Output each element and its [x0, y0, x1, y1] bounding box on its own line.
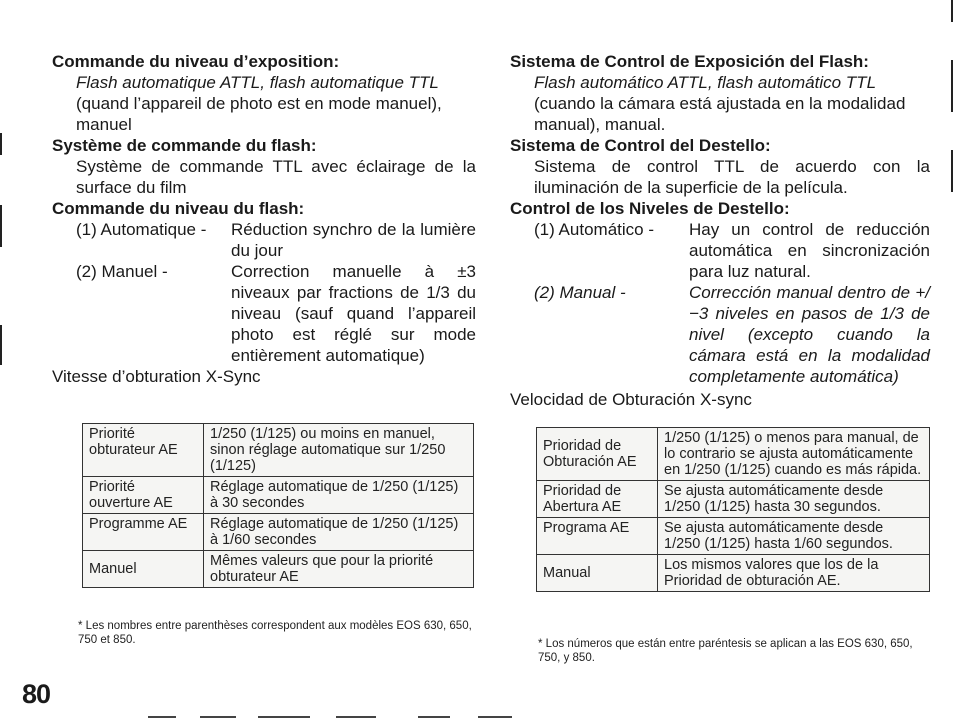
bottom-mark	[148, 716, 176, 718]
french-column	[52, 51, 476, 387]
fr-flash-system-text: Système de commande TTL avec éclairage de la surface du film	[76, 157, 476, 197]
left-edge-mark	[0, 325, 2, 365]
table-row	[83, 424, 474, 477]
es-heading-exposure: Sistema de Control de Exposición del Flash:	[510, 52, 869, 71]
fr-auto-row	[76, 219, 476, 261]
table-cell: 1/250 (1/125) o menos para manual, de lo contrario se ajusta automáticamente en 1/250 (1/125) cuando es más rápida.	[658, 428, 930, 481]
table-row	[537, 481, 930, 518]
es-flash-modes-line: Flash automático ATTL, flash automático TTL	[534, 73, 877, 92]
es-heading-flash-level: Control de los Niveles de Destello:	[510, 199, 790, 218]
es-auto-row	[534, 219, 930, 282]
fr-flash-modes-line: Flash automatique ATTL, flash automatique TTL	[76, 73, 439, 92]
left-edge-mark	[0, 205, 2, 247]
table-cell: 1/250 (1/125) ou moins en manuel, sinon réglage automatique sur 1/250 (1/125)	[204, 424, 474, 477]
table-row	[83, 477, 474, 514]
table-cell: Prioridad de Obturación AE	[537, 428, 658, 481]
left-edge-mark	[0, 133, 2, 155]
table-cell: Los mismos valores que los de la Prioridad de obturación AE.	[658, 555, 930, 592]
fr-manual-label: (2) Manuel -	[76, 262, 168, 281]
table-cell: Se ajusta automáticamente desde 1/250 (1/125) hasta 30 segundos.	[658, 481, 930, 518]
table-row	[83, 551, 474, 588]
table-cell: Manual	[537, 555, 658, 592]
es-manual-label: (2) Manual -	[534, 283, 626, 302]
es-xsync-table	[536, 427, 930, 592]
table-cell: Priorité ouverture AE	[83, 477, 204, 514]
table-row	[537, 555, 930, 592]
bottom-mark	[418, 716, 450, 718]
es-auto-desc: Hay un control de reducción automática en sincronización para luz natural.	[689, 220, 930, 281]
es-flash-modes-detail: (cuando la cámara está ajustada en la modalidad manual), manual.	[534, 94, 906, 134]
fr-footnote: * Les nombres entre parenthèses correspondent aux modèles EOS 630, 650, 750 et 850.	[78, 620, 472, 646]
right-edge-mark	[951, 0, 953, 22]
fr-heading-exposure: Commande du niveau d’exposition:	[52, 52, 340, 71]
fr-manual-desc: Correction manuelle à ±3 niveaux par fractions de 1/3 du niveau (sauf quand l’appareil photo est réglé sur mode entièrement automatique)	[231, 262, 476, 365]
table-cell: Priorité obturateur AE	[83, 424, 204, 477]
table-cell: Prioridad de Abertura AE	[537, 481, 658, 518]
es-heading-xsync: Velocidad de Obturación X-sync	[510, 390, 752, 409]
fr-heading-flash-level: Commande du niveau du flash:	[52, 199, 305, 218]
bottom-mark	[200, 716, 236, 718]
table-cell: Manuel	[83, 551, 204, 588]
fr-manual-row	[76, 261, 476, 366]
table-row	[537, 518, 930, 555]
right-edge-mark	[951, 150, 953, 192]
fr-auto-label: (1) Automatique -	[76, 220, 207, 239]
es-manual-row	[534, 282, 930, 387]
es-heading-flash-system: Sistema de Control del Destello:	[510, 136, 771, 155]
table-cell: Programa AE	[537, 518, 658, 555]
table-row	[83, 514, 474, 551]
bottom-mark	[258, 716, 310, 718]
table-cell: Réglage automatique de 1/250 (1/125) à 1/60 secondes	[204, 514, 474, 551]
bottom-mark	[478, 716, 512, 718]
table-cell: Réglage automatique de 1/250 (1/125) à 30 secondes	[204, 477, 474, 514]
fr-heading-xsync: Vitesse d’obturation X-Sync	[52, 367, 261, 386]
es-auto-label: (1) Automático -	[534, 220, 654, 239]
page-number: 80	[22, 679, 51, 709]
es-footnote: * Los números que están entre paréntesis se aplican a las EOS 630, 650, 750, y 850.	[538, 638, 913, 664]
table-cell: Mêmes valeurs que pour la priorité obturateur AE	[204, 551, 474, 588]
es-flash-system-text: Sistema de control TTL de acuerdo con la iluminación de la superficie de la película.	[534, 157, 930, 197]
table-cell: Programme AE	[83, 514, 204, 551]
table-cell: Se ajusta automáticamente desde 1/250 (1/125) hasta 1/60 segundos.	[658, 518, 930, 555]
spanish-column	[510, 51, 930, 410]
fr-flash-modes-detail: (quand l’appareil de photo est en mode manuel), manuel	[76, 94, 442, 134]
right-edge-mark	[951, 60, 953, 112]
table-row	[537, 428, 930, 481]
es-manual-desc: Corrección manual dentro de +/−3 niveles en pasos de 1/3 de nivel (excepto cuando la cámara está en la modalidad completamente automática)	[689, 283, 930, 386]
fr-heading-flash-system: Système de commande du flash:	[52, 136, 317, 155]
fr-xsync-table	[82, 423, 474, 588]
fr-auto-desc: Réduction synchro de la lumière du jour	[231, 220, 476, 260]
bottom-mark	[336, 716, 376, 718]
